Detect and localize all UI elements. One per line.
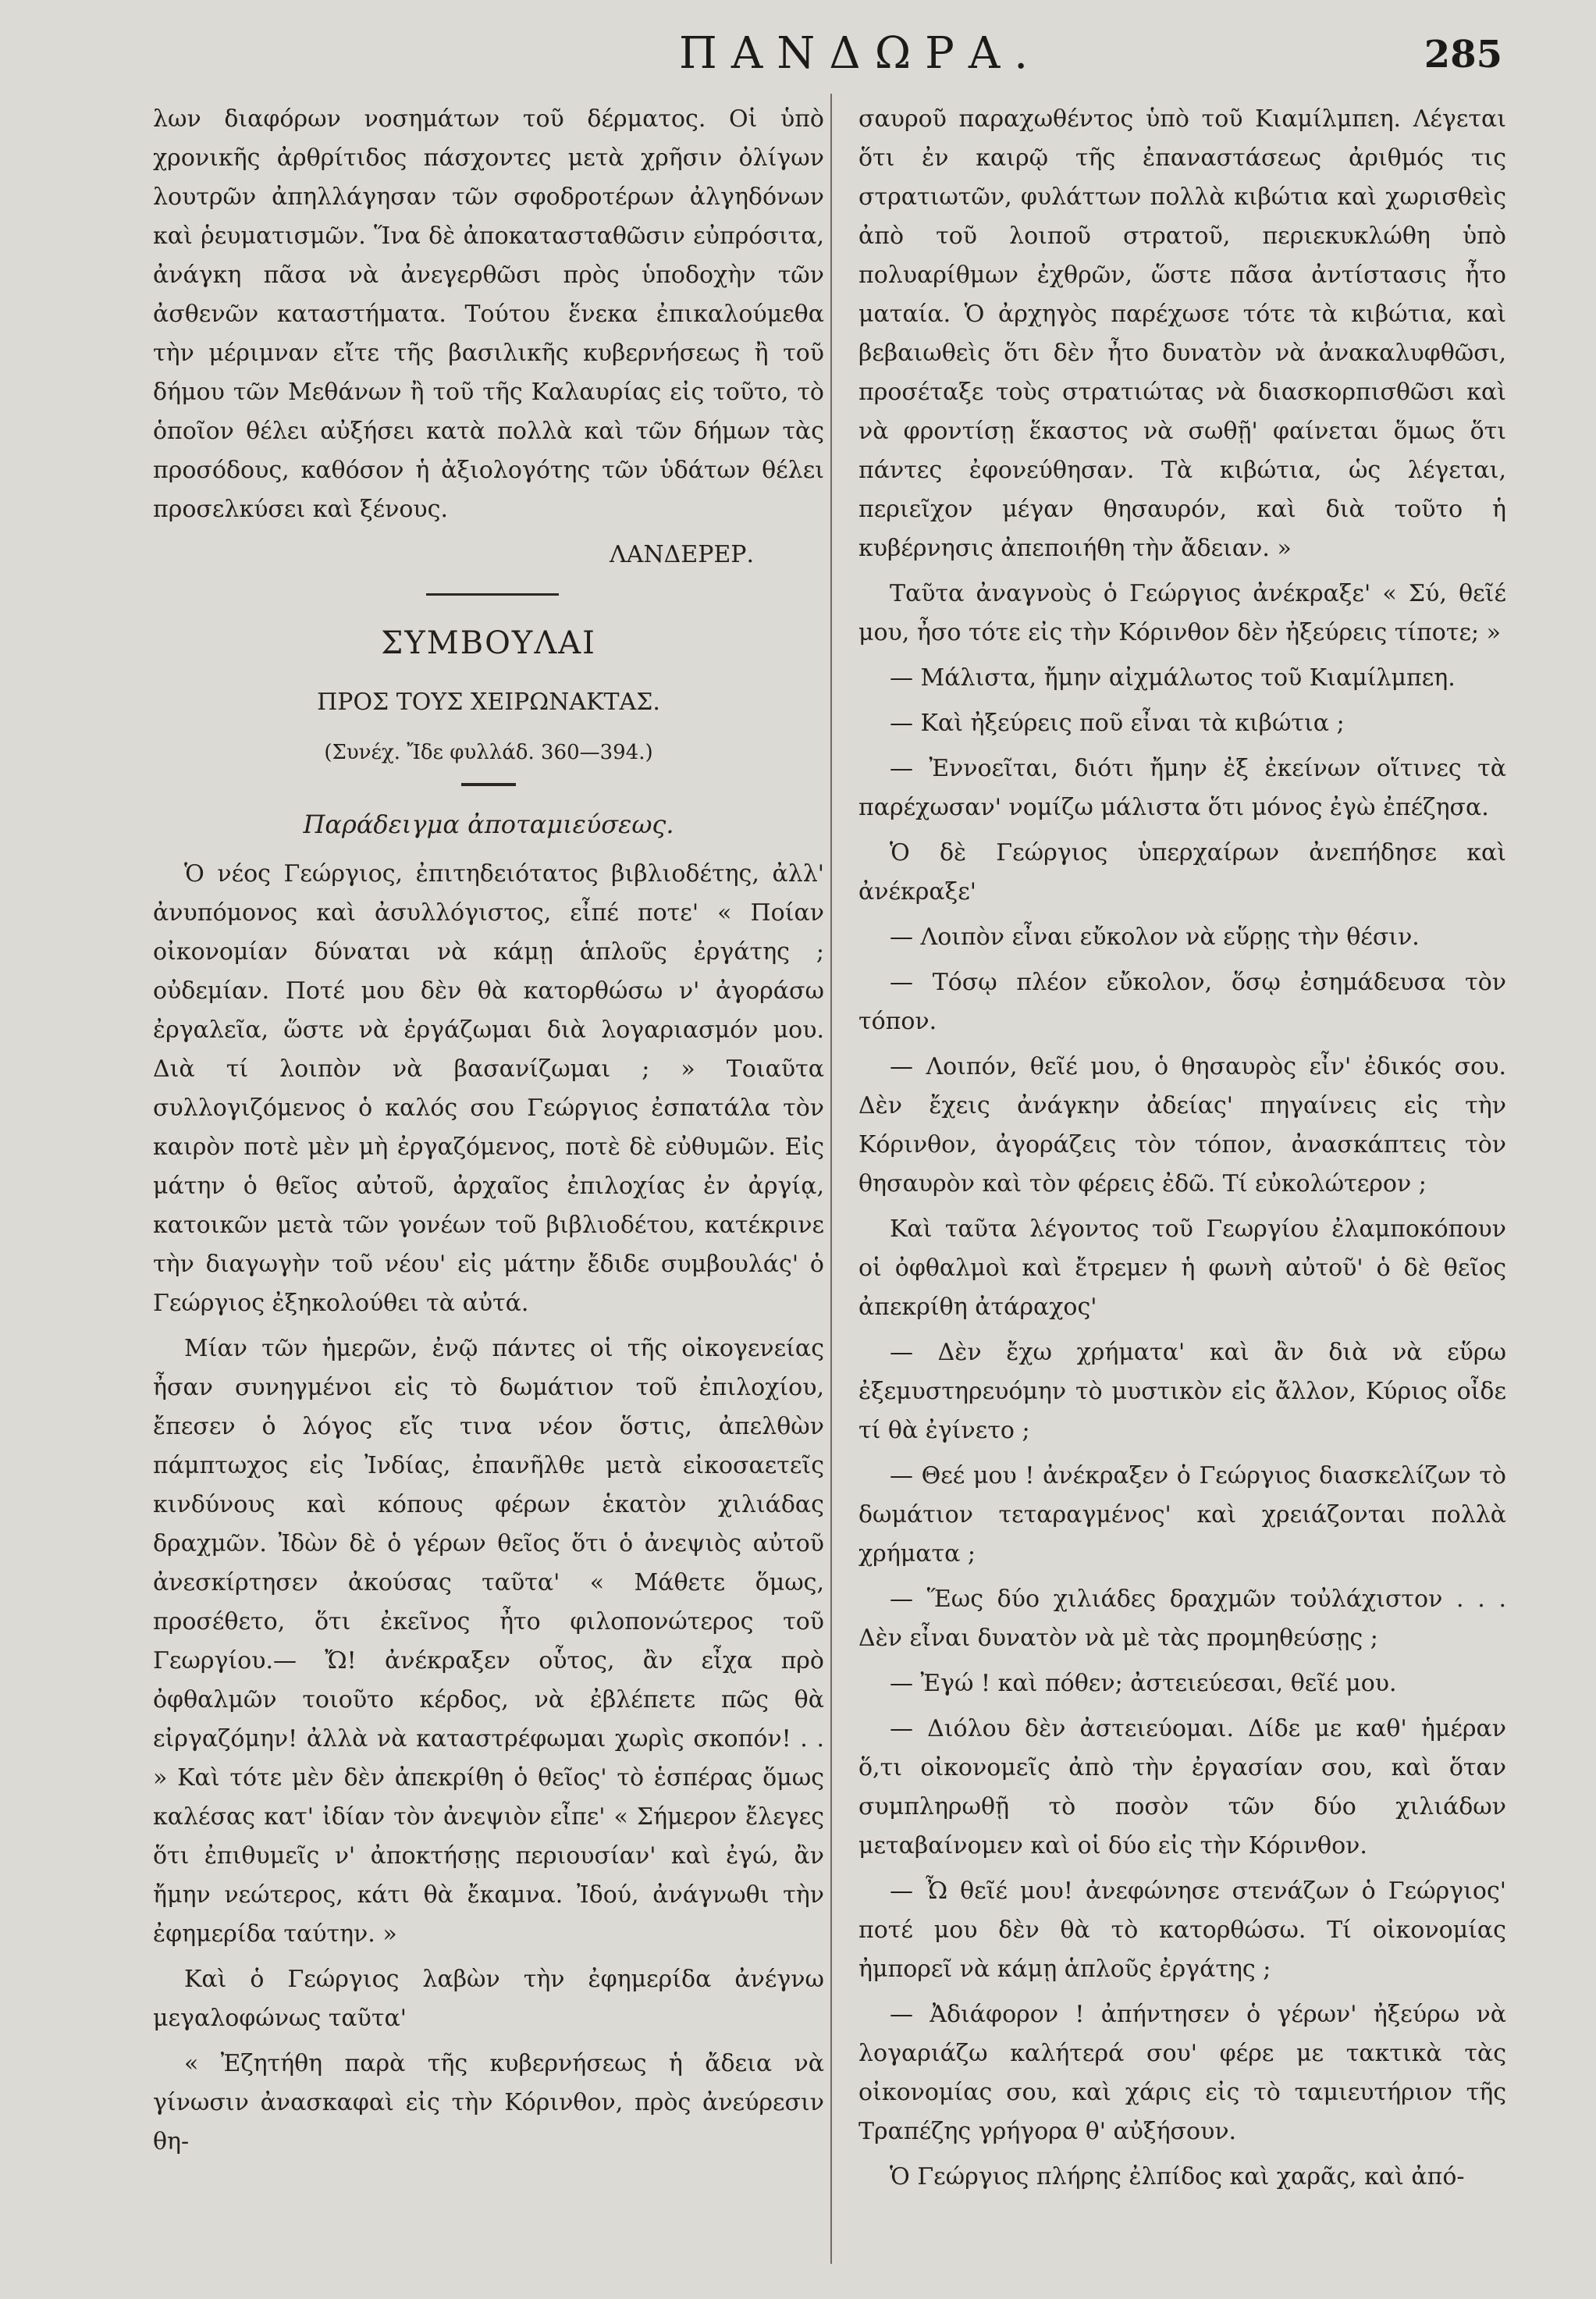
page-number: 285 (1424, 33, 1502, 77)
dialogue-line-8: — Θεέ μου ! ἀνέκραξεν ὁ Γεώργιος διασκελίζων τὸ δωμάτιον τεταραγμένος' καὶ χρειάζονται πολλὰ χρήματα ; (858, 1462, 1506, 1568)
left-paragraph-4: Καὶ ὁ Γεώργιος λαβὼν τὴν ἐφημερίδα ἀνέγνω μεγαλοφώνως ταῦτα' (153, 1966, 824, 2032)
right-paragraph-3: Ὁ δὲ Γεώργιος ὑπερχαίρων ἀνεπήδησε καὶ ἀνέκραξε' (858, 839, 1506, 906)
subsection-title: Παράδειγμα ἀποταμιεύσεως. (303, 810, 674, 839)
dialogue-line-12: — Ὦ θεῖέ μου! ἀνεφώνησε στενάζων ὁ Γεώργιος' ποτέ μου δὲν θὰ τὸ κατορθώσω. Τί οἰκονομίας ἠμπορεῖ νὰ κάμῃ ἁπλοῦς ἐργάτης ; (858, 1877, 1506, 1983)
left-column (153, 100, 824, 2168)
dialogue-line-2: — Καὶ ἠξεύρεις ποῦ εἶναι τὰ κιβώτια ; (890, 710, 1345, 737)
dialogue-line-4: — Λοιπὸν εἶναι εὔκολον νὰ εὕρῃς τὴν θέσιν. (890, 924, 1420, 951)
section-note: (Συνέχ. Ἴδε φυλλάδ. 360—394.) (324, 741, 653, 764)
author-signature: ΛΑΝΔΕΡΕΡ. (610, 541, 754, 568)
left-paragraph-1: λων διαφόρων νοσημάτων τοῦ δέρματος. Οἱ ὑπὸ χρονικῆς ἀρθρίτιδος πάσχοντες μετὰ χρῆσιν ὀλίγων λουτρῶν ἀπηλλάγησαν τῶν σφοδροτέρων ἀλγηδόνων καὶ ῥευματισμῶν. Ἵνα δὲ ἀποκατασταθῶσιν εὐπρόσιτα, ἀνάγκη πᾶσα νὰ ἀνεγερθῶσι πρὸς ὑποδοχὴν τῶν ἀσθενῶν καταστήματα. Τούτου ἕνεκα ἐπικαλούμεθα τὴν μέριμναν εἴτε τῆς βασιλικῆς κυβερνήσεως ἢ τοῦ δήμου τῶν Μεθάνων ἢ τοῦ τῆς Καλαυρίας εἰς τοῦτο, τὸ ὁποῖον θέλει αὐξήσει κατὰ πολλὰ καὶ τῶν δήμων τὰς προσόδους, καθόσον ἡ ἀξιολογότης τῶν ὑδάτων θέλει προσελκύσει καὶ ξένους. (153, 105, 824, 523)
dialogue-line-9: — Ἕως δύο χιλιάδες δραχμῶν τοὐλάχιστον . . . Δὲν εἶναι δυνατὸν νὰ μὲ τὰς προμηθεύσῃς ; (858, 1585, 1506, 1652)
right-column (858, 100, 1506, 2203)
dialogue-line-13: — Ἀδιάφορον ! ἀπήντησεν ὁ γέρων' ἠξεύρω νὰ λογαριάζω καλήτερά σου' φέρε με τακτικὰ τὰς οἰκονομίας σου, καὶ χάρις εἰς τὸ ταμιευτήριον τῆς Τραπέζης γρήγορα θ' αὐξήσουν. (858, 2001, 1506, 2145)
right-paragraph-2: Ταῦτα ἀναγνοὺς ὁ Γεώργιος ἀνέκραξε' « Σύ, θεῖέ μου, ἦσο τότε εἰς τὴν Κόρινθον δὲν ἠξεύρεις τίποτε; » (858, 580, 1506, 646)
left-paragraph-5: « Ἐζητήθη παρὰ τῆς κυβερνήσεως ἡ ἄδεια νὰ γίνωσιν ἀνασκαφαὶ εἰς τὴν Κόρινθον, πρὸς ἀνεύρεσιν θη- (153, 2050, 824, 2155)
right-paragraph-1: σαυροῦ παραχωθέντος ὑπὸ τοῦ Κιαμίλμπεη. Λέγεται ὅτι ἐν καιρῷ τῆς ἐπαναστάσεως ἀριθμός τις στρατιωτῶν, φυλάττων πολλὰ κιβώτια καὶ χωρισθεὶς ἀπὸ τοῦ λοιποῦ στρατοῦ, περιεκυκλώθη ὑπὸ πολυαρίθμων ἐχθρῶν, ὥστε πᾶσα ἀντίστασις ἦτο ματαία. Ὁ ἀρχηγὸς παρέχωσε τότε τὰ κιβώτια, καὶ βεβαιωθεὶς ὅτι δὲν ἦτο δυνατὸν νὰ ἀνακαλυφθῶσι, προσέταξε τοὺς στρατιώτας νὰ διασκορπισθῶσι καὶ νὰ φροντίσῃ ἕκαστος νὰ σωθῇ' φαίνεται ὅμως ὅτι πάντες ἐφονεύθησαν. Τὰ κιβώτια, ὡς λέγεται, περιεῖχον μέγαν θησαυρόν, καὶ διὰ τοῦτο ἡ κυβέρνησις ἀπεποιήθη τὴν ἄδειαν. » (858, 105, 1506, 562)
dialogue-line-7: — Δὲν ἔχω χρήματα' καὶ ἂν διὰ νὰ εὕρω ἐξεμυστηρευόμην τὸ μυστικὸν εἰς ἄλλον, Κύριος οἶδε τί θὰ ἐγίνετο ; (858, 1339, 1506, 1444)
section-subtitle: ΠΡΟΣ ΤΟΥΣ ΧΕΙΡΩΝΑΚΤΑΣ. (317, 689, 660, 716)
dialogue-line-6: — Λοιπόν, θεῖέ μου, ὁ θησαυρὸς εἶν' ἐδικός σου. Δὲν ἔχεις ἀνάγκην ἀδείας' πηγαίνεις εἰς τὴν Κόρινθον, ἀγοράζεις τὸν τόπον, ἀνασκάπτεις τὸν θησαυρὸν καὶ τὸν φέρεις ἐδῶ. Τί εὐκολώτερον ; (858, 1053, 1506, 1198)
ornament-rule (461, 783, 516, 786)
column-divider (830, 94, 832, 2264)
dialogue-line-10: — Ἐγώ ! καὶ πόθεν; ἀστειεύεσαι, θεῖέ μου. (890, 1670, 1397, 1697)
left-paragraph-2: Ὁ νέος Γεώργιος, ἐπιτηδειότατος βιβλιοδέτης, ἀλλ' ἀνυπόμονος καὶ ἀσυλλόγιστος, εἶπέ ποτε' « Ποίαν οἰκονομίαν δύναται νὰ κάμῃ ἁπλοῦς ἐργάτης ; οὐδεμίαν. Ποτέ μου δὲν θὰ κατορθώσω ν' ἀγοράσω ἐργαλεῖα, ὥστε νὰ ἐργάζωμαι διὰ λογαριασμόν μου. Διὰ τί λοιπὸν νὰ βασανίζωμαι ; » Τοιαῦτα συλλογιζόμενος ὁ καλός σου Γεώργιος ἐσπατάλα τὸν καιρὸν ποτὲ μὲν μὴ ἐργαζόμενος, ποτὲ δὲ εὐθυμῶν. Εἰς μάτην ὁ θεῖος αὐτοῦ, ἀρχαῖος ἐπιλοχίας ἐν ἀργίᾳ, κατοικῶν μετὰ τῶν γονέων τοῦ βιβλιοδέτου, κατέκρινε τὴν διαγωγὴν τοῦ νέου' εἰς μάτην ἔδιδε συμβουλάς' ὁ Γεώργιος ἐξηκολούθει τὰ αὐτά. (153, 860, 824, 1317)
right-paragraph-5: Ὁ Γεώργιος πλήρης ἐλπίδος καὶ χαρᾶς, καὶ ἀπό- (890, 2163, 1465, 2190)
section-divider (426, 593, 559, 596)
right-paragraph-4: Καὶ ταῦτα λέγοντος τοῦ Γεωργίου ἐλαμποκόπουν οἱ ὀφθαλμοὶ καὶ ἔτρεμεν ἡ φωνὴ αὐτοῦ' ὁ δὲ θεῖος ἀπεκρίθη ἀτάραχος' (858, 1215, 1506, 1321)
dialogue-line-5: — Τόσῳ πλέον εὔκολον, ὅσῳ ἐσημάδευσα τὸν τόπον. (858, 969, 1506, 1035)
dialogue-line-11: — Διόλου δὲν ἀστειεύομαι. Δίδε με καθ' ἡμέραν ὅ,τι οἰκονομεῖς ἀπὸ τὴν ἐργασίαν σου, καὶ ὅταν συμπληρωθῇ τὸ ποσὸν τῶν δύο χιλιάδων μεταβαίνομεν καὶ οἱ δύο εἰς τὴν Κόρινθον. (858, 1715, 1506, 1859)
running-title: ΠΑΝΔΩΡΑ. (679, 28, 1043, 79)
left-paragraph-3: Μίαν τῶν ἡμερῶν, ἐνῷ πάντες οἱ τῆς οἰκογενείας ἦσαν συνηγμένοι εἰς τὸ δωμάτιον τοῦ ἐπιλοχίου, ἔπεσεν ὁ λόγος εἴς τινα νέον ὅστις, ἀπελθὼν πάμπτωχος εἰς Ἰνδίας, ἐπανῆλθε μετὰ εἰκοσαετεῖς κινδύνους καὶ κόπους φέρων ἑκατὸν χιλιάδας δραχμῶν. Ἰδὼν δὲ ὁ γέρων θεῖος ὅτι ὁ ἀνεψιὸς αὐτοῦ ἀνεσκίρτησεν ἀκούσας ταῦτα' « Μάθετε ὅμως, προσέθετο, ὅτι ἐκεῖνος ἦτο φιλοπονώτερος τοῦ Γεωργίου.— Ὤ! ἀνέκραξεν οὗτος, ἂν εἶχα πρὸ ὀφθαλμῶν τοιοῦτο κέρδος, νὰ ἐβλέπετε πῶς θὰ εἰργαζόμην! ἀλλὰ νὰ καταστρέφωμαι χωρὶς σκοπόν! . . » Καὶ τότε μὲν δὲν ἀπεκρίθη ὁ θεῖος' τὸ ἑσπέρας ὅμως καλέσας κατ' ἰδίαν τὸν ἀνεψιὸν εἶπε' « Σήμερον ἔλεγες ὅτι ἐπιθυμεῖς ν' ἀποκτήσῃς περιουσίαν' καὶ ἐγώ, ἂν ἤμην νεώτερος, κάτι θὰ ἔκαμνα. Ἰδού, ἀνάγνωθι τὴν ἐφημερίδα ταύτην. » (153, 1335, 824, 1948)
dialogue-line-1: — Μάλιστα, ἤμην αἰχμάλωτος τοῦ Κιαμίλμπεη. (890, 664, 1456, 692)
dialogue-line-3: — Ἐννοεῖται, διότι ἤμην ἐξ ἐκείνων οἵτινες τὰ παρέχωσαν' νομίζω μάλιστα ὅτι μόνος ἐγὼ ἐπέζησα. (858, 755, 1506, 821)
section-title: ΣΥΜΒΟΥΛΑΙ (381, 625, 596, 661)
page-header (0, 22, 1596, 92)
